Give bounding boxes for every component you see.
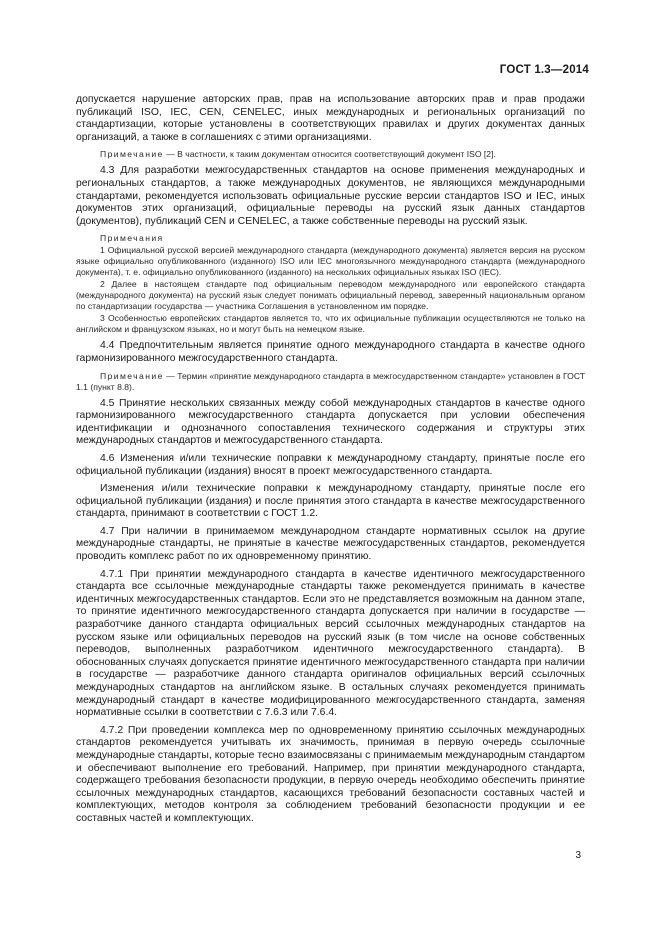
clause-4-7: 4.7 При наличии в принимаемом международном стандарте нормативных ссылок на другие международные стандарты, не принятые в качестве межгосударственных стандартов, рекомендуется проводить комплекс работ по их одновременному принятию. — [76, 525, 585, 563]
note-iso-documents — [76, 149, 585, 160]
clause-4-4: 4.4 Предпочтительным является принятие одного международного стандарта в качестве одного гармонизированного межгосударственного стандарта. — [76, 340, 585, 364]
document-code: ГОСТ 1.3—2014 — [499, 64, 589, 76]
clause-4-6: 4.6 Изменения и/или технические поправки к международному стандарту, принятые после его официальной публикации (издания) вносят в проект межгосударственного стандарта. — [76, 452, 585, 477]
notes-heading: Примечания — [100, 233, 164, 244]
clause-4-5: 4.5 Принятие нескольких связанных между собой международных стандартов в качестве одного гармонизированного межгосударственного стандарта допускается при условии обеспечения идентификации и однозначного сопоставления технического содержания и структуры этих международных стандартов и межгосударственного стандарта. — [76, 397, 585, 447]
note-text: — Термин «принятие международного стандарта в межгосударственном стандарте» установлен в ГОСТ 1.1 (пункт 8.8). — [76, 370, 585, 392]
note-item-3: 3 Особенностью европейских стандартов является то, что их официальные публикации осуществляются не только на английском и французском языках, но и могут быть на немецком языке. — [76, 313, 585, 335]
clause-4-7-1: 4.7.1 При принятии международного стандарта в качестве идентичного межгосударственного стандарта все ссылочные международные стандарты также рекомендуется принимать в качестве идентичных межгосударственных стандартов. Если это не представляется возможным на данном этапе, то принятие идентичного межгосударственного стандарта допускается при наличии в государстве — разработчике данного стандарта официальных версий ссылочных международных стандартов на русском языке или официальных переводов на русский язык (в том числе на основе собственных переводов, выполненных разработчиком идентичного межгосударственного стандарта). В обоснованных случаях допускается принятие идентичного межгосударственного стандарта при наличии в государстве — разработчике данного стандарта оригиналов официальных версий ссылочных международных стандартов на английском языке. В остальных случаях рекомендуется принимать международный стандарт в качестве модифицированного межгосударственного стандарта, заменяя нормативные ссылки в соответствии с 7.6.3 или 7.6.4. — [76, 568, 585, 719]
document-body — [76, 94, 585, 831]
note-item-2: 2 Далее в настоящем стандарте под официальным переводом международного или европейского стандарта (международного документа) на русский язык следует понимать официальный перевод, заверенный национальным органом по стандартизации государства — участника Соглашения в установленном им порядке. — [76, 279, 585, 312]
clause-4-7-2: 4.7.2 При проведении комплекса мер по одновременному принятию ссылочных международных стандартов рекомендуется учитывать их значимость, принимая в первую очередь ссылочные международные стандарты, которые тесно взаимосвязаны с принимаемым международным стандартом и обеспечивают выполнение его требований. Например, при принятии международного стандарта, содержащего требования безопасности продукции, в первую очередь необходимо обеспечить принятие ссылочных международных стандартов, касающихся требований безопасности составных частей и комплектующих, методов контроля за соблюдением требований безопасности продукции и ее составных частей и комплектующих. — [76, 724, 585, 824]
note-term-adoption — [76, 371, 585, 393]
note-label: Примечание — [100, 370, 164, 381]
clause-4-6-continuation: Изменения и/или технические поправки к международному стандарту, принятые после его официальной публикации (издания) и после принятия этого стандарта в качестве межгосударственного стандарта, принимают в соответствии с ГОСТ 1.2. — [76, 483, 585, 520]
note-item-1: 1 Официальной русской версией международного стандарта (международного документа) является версия на русском языке официально опубликованного (изданного) ISO или IEC многоязычного международного стандарта (международного документа), т. е. официально опубликованного (изданного) на нескольких официальных языках ISO (IEC). — [76, 245, 585, 278]
clause-4-3: 4.3 Для разработки межгосударственных стандартов на основе применения международных и региональных стандартов, а также международных документов, не являющихся международными стандартами, рекомендуется использовать официальные русские версии стандартов ISO и IEC, иных документов этих организаций, официальные переводы на русский язык данных стандартов (документов), публикаций CEN и CENELEC, а также собственные переводы на русский язык. — [76, 165, 585, 227]
paragraph-continuation: допускается нарушение авторских прав, прав на использование авторских прав и прав продажи публикаций ISO, IEC, CEN, CENELEC, иных международных и региональных организаций по стандартизации, которые установлены в соответствующих правилах и других документах данных организаций, а также в соглашениях с этими организациями. — [76, 94, 585, 143]
note-text: — В частности, к таким документам относится соответствующий документ ISO [2]. — [163, 149, 496, 160]
page-number: 3 — [575, 850, 581, 861]
note-label: Примечание — [100, 149, 164, 160]
